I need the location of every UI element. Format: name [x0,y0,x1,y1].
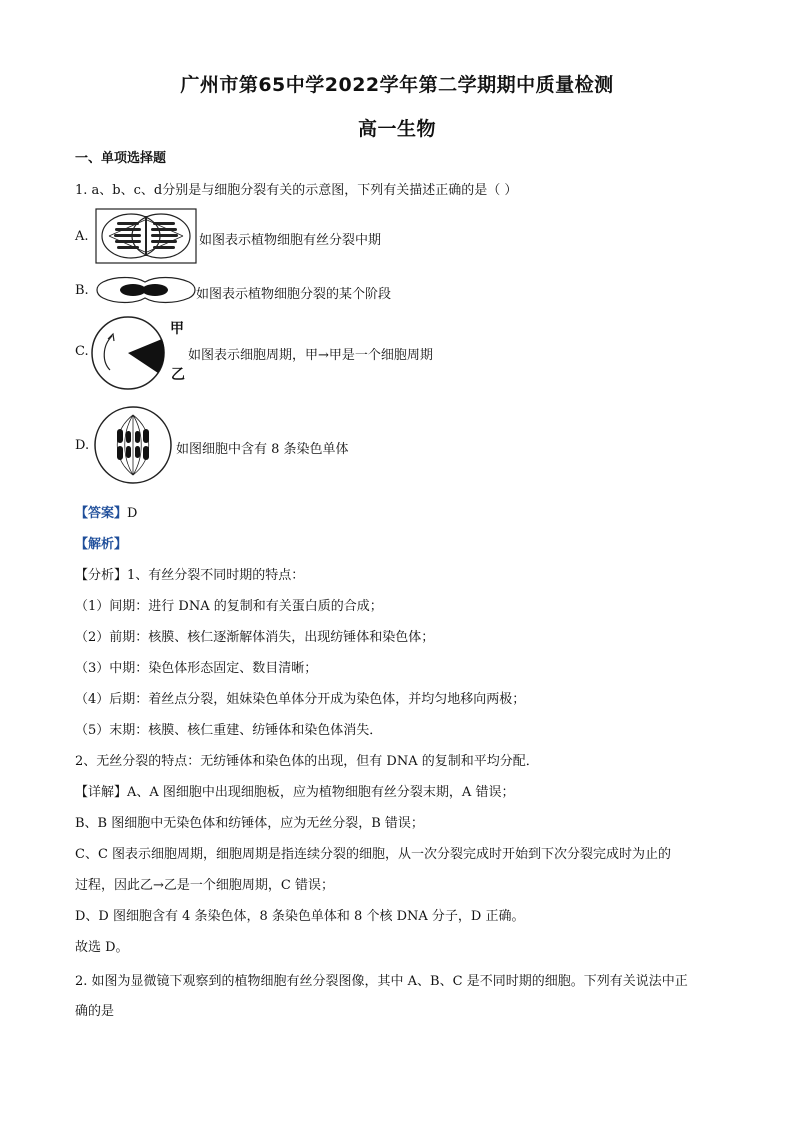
analysis-tag: 【详解】 [75,785,128,800]
analysis-line: （4）后期：着丝点分裂，姐妹染色单体分开成为染色体，并均匀地移向两极； [75,692,526,707]
option-b-letter: B. [75,283,89,298]
answer-value: D [127,506,138,521]
option-a-text: 如图表示植物细胞有丝分裂中期 [199,233,382,248]
answer-line [75,505,137,523]
analysis-line [75,567,304,585]
analysis-label: 【解析】 [75,537,128,552]
option-b-text: 如图表示植物细胞分裂的某个阶段 [196,287,392,302]
option-c-letter: C. [75,344,89,359]
figure-c-label-jia: 甲 [170,321,184,337]
analysis-line: 故选 D。 [75,940,129,955]
page-title: 广州市第65中学2022学年第二学期期中质量检测 [180,74,614,96]
page-subtitle: 高一生物 [357,118,436,140]
option-a-letter: A. [75,229,89,244]
analysis-line: B、B 图细胞中无染色体和纺锤体，应为无丝分裂，B 错误； [75,816,424,831]
analysis-tag: 【分析】 [75,568,128,583]
analysis-line: （2）前期：核膜、核仁逐渐解体消失，出现纺锤体和染色体； [75,630,435,645]
analysis-text: A、A 图细胞中出现细胞板，应为植物细胞有丝分裂末期，A 错误； [127,785,515,800]
figure-c-label-yi: 乙 [171,367,185,383]
option-d-letter: D. [75,438,90,453]
figure-d-metaphase-cell [92,403,174,487]
analysis-text: 1、有丝分裂不同时期的特点： [127,568,305,583]
answer-label: 【答案】 [75,506,128,521]
analysis-line: 过程，因此乙→乙是一个细胞周期，C 错误； [75,878,334,893]
option-d-text: 如图细胞中含有 8 条染色单体 [176,442,349,457]
question-2-stem-line2: 确的是 [75,1004,115,1019]
analysis-line: 2、无丝分裂的特点：无纺锤体和染色体的出现，但有 DNA 的复制和平均分配． [75,754,539,769]
figure-b-amitosis [95,276,197,304]
analysis-line [75,784,514,802]
section-heading: 一、单项选择题 [75,151,167,166]
question-1-stem: 1. a、b、c、d分别是与细胞分裂有关的示意图，下列有关描述正确的是（ ） [75,183,518,198]
analysis-line: C、C 图表示细胞周期，细胞周期是指连续分裂的细胞，从一次分裂完成时开始到下次分裂完成时为止的 [75,847,672,862]
option-c-text: 如图表示细胞周期，甲→甲是一个细胞周期 [188,348,433,363]
analysis-line: （1）间期：进行 DNA 的复制和有关蛋白质的合成； [75,599,383,614]
analysis-line: D、D 图细胞含有 4 条染色体，8 条染色单体和 8 个核 DNA 分子，D 正确。 [75,909,525,924]
question-2-stem-line1: 2. 如图为显微镜下观察到的植物细胞有丝分裂图像，其中 A、B、C 是不同时期的细胞。下列有关说法中正 [75,974,688,989]
analysis-line: （5）末期：核膜、核仁重建、纺锤体和染色体消失． [75,723,383,738]
figure-a-cell-plate [95,208,197,264]
analysis-line: （3）中期：染色体形态固定、数目清晰； [75,661,318,676]
